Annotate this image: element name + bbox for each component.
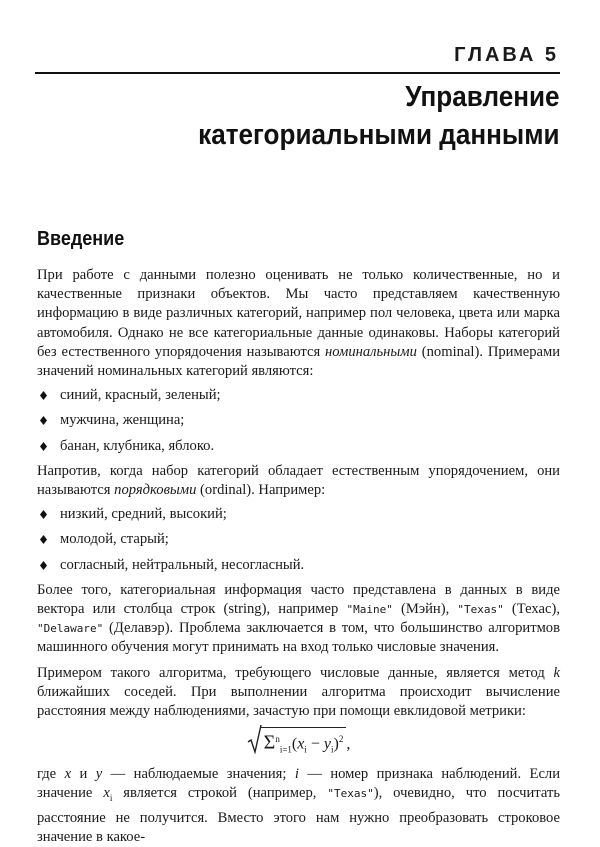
comma: , — [346, 735, 351, 753]
diamond-bullet-icon — [40, 561, 47, 570]
code-texas: "Texas" — [327, 787, 374, 801]
text: При работе с данными полезно оценивать не только количественные, но и качественные признаки объектов. Мы часто представляем качественную информацию в виде различных категорий, например пол человека, цвета или марка автомобиля. Однако не все категориальные данные одинаковы. Наборы категорий без естественного упорядочения называются — [37, 267, 560, 360]
var-xi-sub: i — [109, 793, 113, 804]
paragraph-explanation — [37, 765, 560, 847]
paragraph-knn — [37, 664, 560, 722]
sum-upper: n — [275, 734, 280, 745]
var-i: i — [294, 766, 299, 783]
diamond-bullet-icon — [40, 391, 47, 400]
list-item — [37, 437, 560, 456]
list-item-text: молодой, старый; — [60, 531, 169, 548]
list-item-text: согласный, нейтральный, несогласный. — [60, 556, 305, 573]
index: i — [304, 744, 307, 755]
text: (Делавэр). Проблема заключается в том, что большинство алгоритмов машинного обучения могут принимать на вход только числовые значения. — [37, 620, 560, 656]
var-x: x — [64, 766, 72, 783]
paragraph-ordinal — [37, 462, 560, 500]
text: Примером такого алгоритма, требующего числовые данные, является метод — [37, 664, 554, 681]
euclidean-formula — [37, 727, 560, 759]
list-item — [37, 505, 560, 524]
term-nominal: номинальными — [325, 343, 417, 360]
index: i — [330, 744, 334, 755]
code-delaware: "Delaware" — [37, 622, 104, 636]
sigma-icon: Σ — [263, 731, 276, 754]
list-item — [37, 386, 560, 405]
diamond-bullet-icon — [40, 535, 47, 544]
minus: − — [306, 735, 324, 753]
text: (Техас), — [503, 601, 561, 618]
var-x: x — [297, 735, 305, 753]
text: ближайших соседей. При выполнении алгоритма происходит вычисление расстояния между наблюдениями, зачастую при помощи евклидовой метрики: — [37, 683, 560, 720]
sum-lower: i=1 — [279, 744, 292, 755]
text: Более того, категориальная информация часто представлена в данных в виде вектора или столбца строк (string), например — [37, 581, 560, 618]
section-title: Введение — [37, 228, 125, 250]
paragraph-strings — [37, 581, 560, 658]
chapter-label: ГЛАВА 5 — [454, 44, 559, 66]
sqrt — [247, 727, 347, 760]
paren-close: ) — [333, 735, 339, 753]
text: и — [71, 766, 96, 783]
var-k: k — [553, 664, 560, 681]
chapter-title — [199, 78, 560, 154]
var-y: y — [323, 735, 331, 753]
text: является строкой (например, — [112, 785, 328, 802]
list-item — [37, 411, 560, 430]
paragraph-intro — [37, 266, 560, 381]
list-item-text: банан, клубника, яблоко. — [60, 437, 215, 454]
text: (ordinal). Например: — [196, 482, 326, 499]
radical-icon — [247, 724, 262, 754]
text: Напротив, когда набор категорий обладает естественным упорядочением, они называются — [37, 462, 560, 499]
text: (Мэйн), — [392, 601, 458, 618]
list-item-text: низкий, средний, высокий; — [60, 506, 227, 523]
header-rule — [35, 72, 560, 74]
term-ordinal: порядковыми — [114, 482, 197, 499]
var-y: y — [95, 766, 103, 783]
body-text — [37, 266, 560, 847]
text: ), очевидно, что посчитать расстояние не получится. Вместо этого нам нужно преобразовать строковое значение в какое- — [37, 785, 560, 845]
power: 2 — [338, 734, 344, 745]
list-item — [37, 556, 560, 575]
diamond-bullet-icon — [40, 442, 47, 451]
var-xi: x — [103, 785, 110, 802]
code-texas: "Texas" — [457, 603, 504, 617]
diamond-bullet-icon — [40, 416, 47, 425]
list-item — [37, 530, 560, 549]
text: — номер признака наблюдений. Если значение — [37, 766, 561, 802]
chapter-title-line-1: Управление — [405, 81, 560, 113]
code-maine: "Maine" — [346, 603, 393, 617]
text: где — [37, 766, 65, 783]
text: — наблюдаемые значения; — [102, 766, 295, 783]
list-item-text: мужчина, женщина; — [60, 412, 185, 429]
chapter-title-line-2: категориальными данными — [198, 119, 560, 151]
ordinal-examples-list — [37, 505, 560, 575]
list-item-text: синий, красный, зеленый; — [60, 387, 221, 404]
diamond-bullet-icon — [40, 510, 47, 519]
text: (nominal). Примерами значений номинальных категорий являются: — [37, 343, 561, 380]
nominal-examples-list — [37, 386, 560, 456]
paren-open: ( — [291, 735, 298, 753]
